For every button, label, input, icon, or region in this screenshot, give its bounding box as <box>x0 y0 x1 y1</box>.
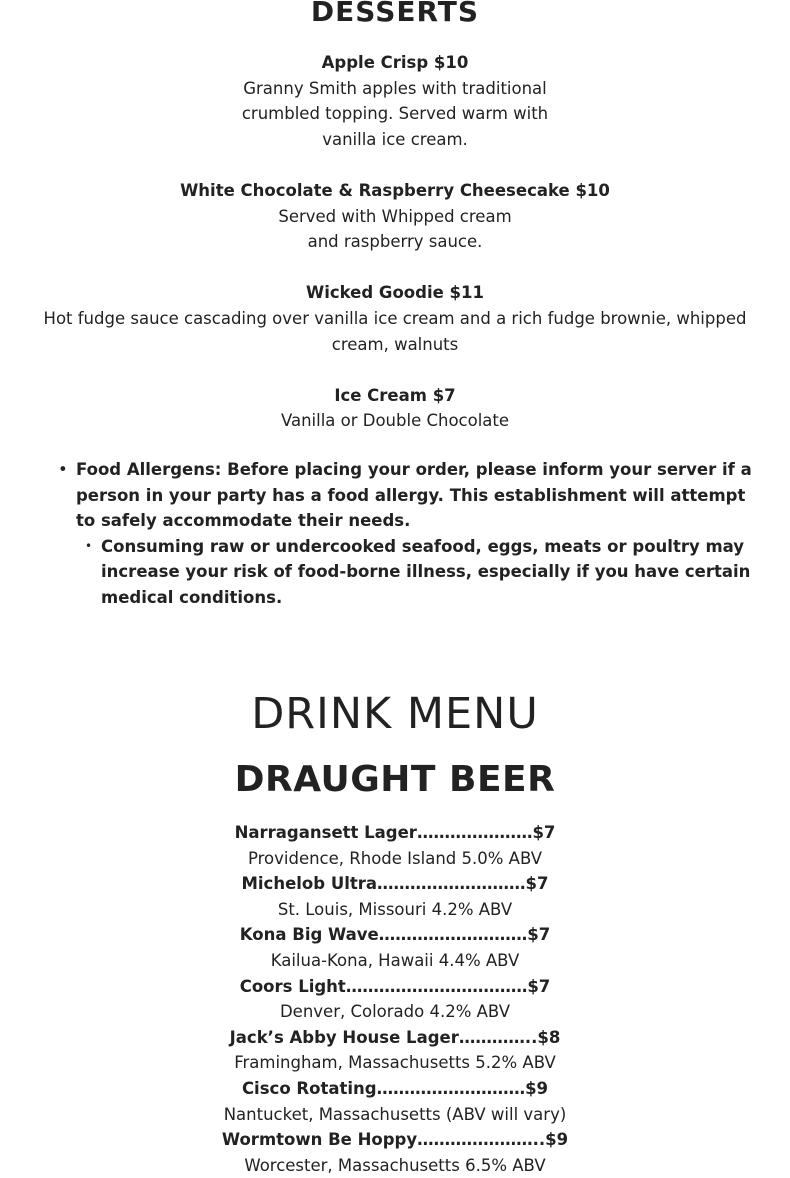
bullet-icon: • <box>58 460 68 479</box>
dessert-name: Ice Cream $7 <box>334 385 456 405</box>
beer-origin: Kailua-Kona, Hawaii 4.4% ABV <box>270 950 520 970</box>
dessert-item <box>0 280 790 357</box>
allergen-notice-list <box>0 457 790 611</box>
beer-item <box>0 871 790 922</box>
beer-origin: Denver, Colorado 4.2% ABV <box>279 1002 511 1022</box>
dessert-description: Served with Whipped cream and raspberry sauce. <box>278 206 512 252</box>
dessert-description: Vanilla or Double Chocolate <box>280 411 510 431</box>
beer-origin: Providence, Rhode Island 5.0% ABV <box>247 848 543 868</box>
allergen-notice <box>0 457 790 611</box>
dessert-name: Apple Crisp $10 <box>321 53 469 72</box>
beer-item <box>0 820 790 871</box>
beer-item <box>0 974 790 1025</box>
allergen-sub-list <box>76 534 764 611</box>
desserts-heading: DESSERTS <box>310 0 480 28</box>
beer-list <box>0 820 790 1178</box>
dessert-item <box>0 383 790 434</box>
allergen-notice-text: Food Allergens: Before placing your order, please inform your server if a person in your party has a food allergy. This establishment will attempt to safely accommodate their needs. <box>76 460 752 531</box>
beer-item <box>0 1025 790 1076</box>
beer-item <box>0 1127 790 1178</box>
raw-food-warning-text: Consuming raw or undercooked seafood, eggs, meats or poultry may increase your risk of food-borne illness, especially if you have certain medical conditions. <box>101 536 751 607</box>
beer-origin: Nantucket, Massachusetts (ABV will vary) <box>223 1104 567 1124</box>
beer-item <box>0 1076 790 1127</box>
dessert-description: Hot fudge sauce cascading over vanilla ice cream and a rich fudge brownie, whipped cream, walnuts <box>43 308 747 354</box>
raw-food-warning <box>85 534 764 611</box>
beer-name-price: Narragansett Lager…………………$7 <box>234 823 556 842</box>
beer-origin: Worcester, Massachusetts 6.5% ABV <box>244 1155 546 1175</box>
drink-menu-title: DRINK MENU <box>251 689 539 739</box>
dessert-name: White Chocolate & Raspberry Cheesecake $10 <box>180 180 610 200</box>
bullet-icon: • <box>85 538 93 553</box>
beer-name-price: Wormtown Be Hoppy…………………..$9 <box>221 1130 569 1150</box>
dessert-item <box>0 178 790 255</box>
dessert-list <box>0 50 790 460</box>
beer-name-price: Jack’s Abby House Lager…………..$8 <box>229 1027 561 1047</box>
dessert-description: Granny Smith apples with traditional crumbled topping. Served warm with vanilla ice cream. <box>241 78 549 149</box>
beer-name-price: Kona Big Wave………………………$7 <box>239 925 551 945</box>
beer-item <box>0 922 790 973</box>
beer-name-price: Coors Light……………………………$7 <box>239 976 551 996</box>
dessert-name: Wicked Goodie $11 <box>306 283 484 303</box>
beer-name-price: Michelob Ultra………………………$7 <box>241 874 549 894</box>
draught-beer-heading: DRAUGHT BEER <box>234 759 556 800</box>
beer-name-price: Cisco Rotating………………………$9 <box>241 1078 549 1098</box>
beer-origin: St. Louis, Missouri 4.2% ABV <box>277 899 513 919</box>
dessert-item <box>0 50 790 152</box>
beer-origin: Framingham, Massachusetts 5.2% ABV <box>234 1053 556 1073</box>
